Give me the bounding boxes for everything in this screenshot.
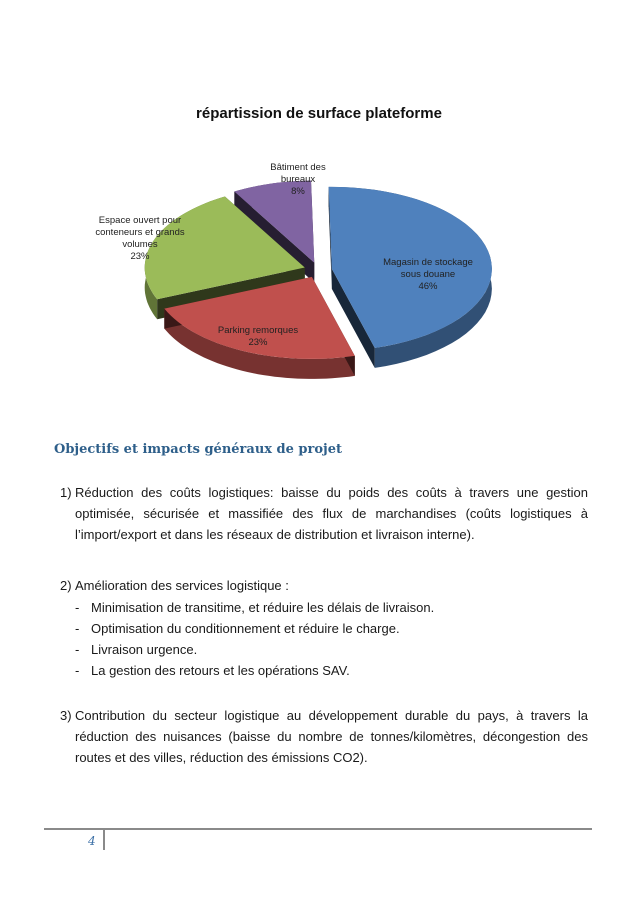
slice-label-parking: Parking remorques 23%: [217, 325, 299, 348]
services-bullet-list: [75, 597, 585, 681]
objective-item-1: [60, 482, 588, 545]
slice-label-espace: Espace ouvert pour conteneurs et grands volumes 23%: [95, 215, 185, 262]
pie-chart: [0, 95, 638, 410]
section-heading: Objectifs et impacts généraux de projet: [54, 442, 343, 457]
item-number: 1): [60, 485, 72, 500]
item-text: Amélioration des services logistique :: [75, 578, 289, 593]
page-number: 4: [88, 834, 96, 848]
item-text: Réduction des coûts logistiques: baisse du poids des coûts à travers une gestion optimisée, sécurisée et massifiée des flux de marchandises (coûts logistiques à l’import/export et dans les réseaux de distribution et livraison interne).: [75, 485, 588, 542]
slice-label-batiment: Bâtiment des bureaux 8%: [270, 162, 326, 197]
item-text: Contribution du secteur logistique au développement durable du pays, à travers la réduction des nuisances (baisse du nombre de tonnes/kilomètres, décongestion des routes et des villes, réduction des émissions CO2).: [75, 708, 588, 765]
list-item: - Livraison urgence.: [75, 642, 198, 657]
footer-divider-vertical: [103, 828, 105, 850]
item-number: 3): [60, 708, 72, 723]
footer-divider: [44, 828, 592, 830]
list-item: - Minimisation de transitime, et réduire les délais de livraison.: [75, 600, 435, 615]
objective-item-2: [60, 575, 588, 596]
objective-item-3: [60, 705, 588, 768]
list-item: - Optimisation du conditionnement et réduire le charge.: [75, 621, 400, 636]
chart-title: répartission de surface plateforme: [196, 105, 442, 122]
slice-label-magasin: Magasin de stockage sous douane 46%: [383, 257, 473, 292]
list-item: - La gestion des retours et les opérations SAV.: [75, 663, 350, 678]
item-number: 2): [60, 578, 72, 593]
